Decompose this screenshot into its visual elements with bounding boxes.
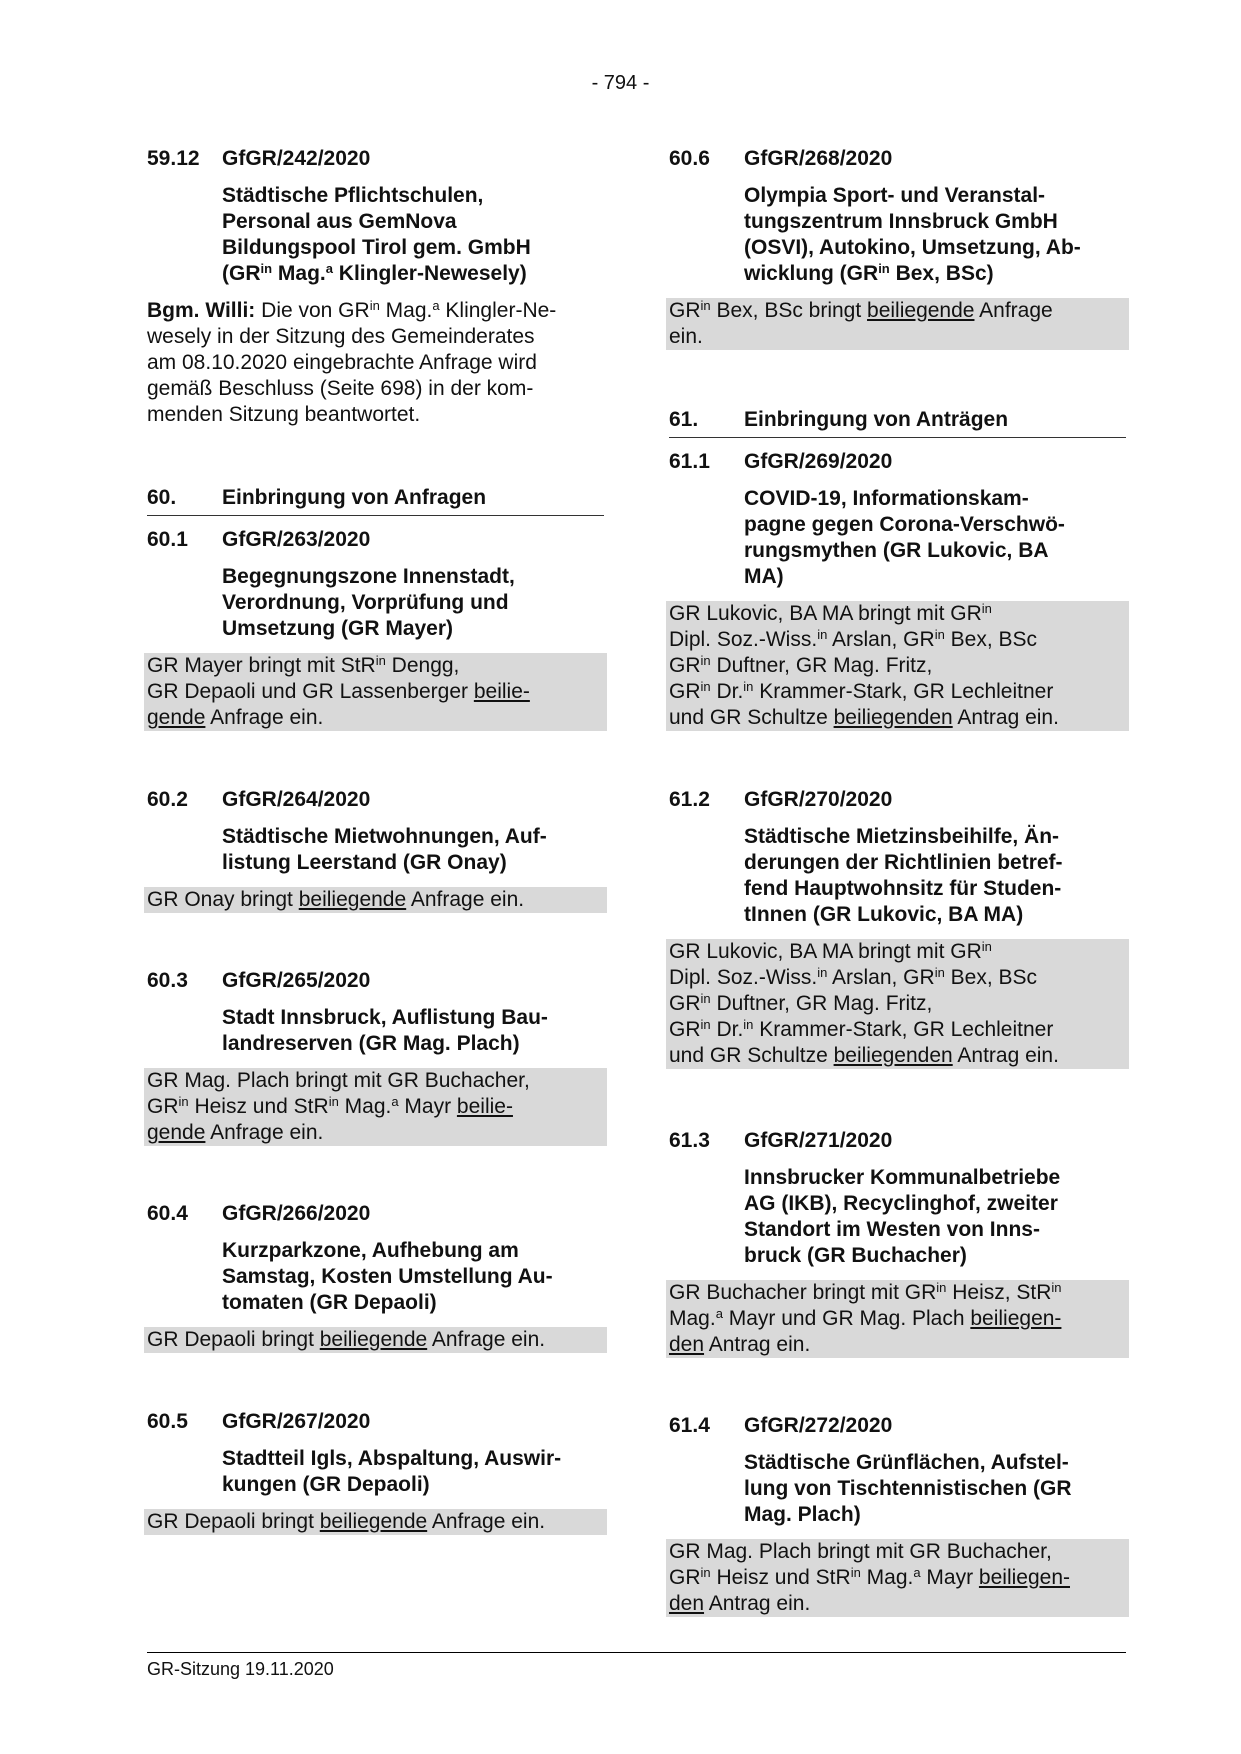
item-subject: COVID-19, Informationskam- pagne gegen Corona-Verschwö- rungsmythen (GR Lukovic, BA MA) bbox=[744, 487, 1065, 588]
footer-text: GR-Sitzung 19.11.2020 bbox=[147, 1659, 334, 1679]
attachment-link[interactable]: den bbox=[669, 1333, 705, 1356]
item-subject: Kurzparkzone, Aufhebung am Samstag, Kosten Umstellung Au- tomaten (GR Depaoli) bbox=[222, 1239, 553, 1314]
subject-line: Personal aus GemNova bbox=[222, 210, 457, 233]
attachment-link[interactable]: beiliegende bbox=[867, 299, 975, 322]
item-code: GfGR/242/2020 bbox=[222, 147, 371, 170]
subject-line: Bildungspool Tirol gem. GmbH bbox=[222, 236, 531, 259]
item-number: 60.5 bbox=[147, 1410, 188, 1433]
item-number: 61.1 bbox=[669, 450, 710, 473]
agenda-item-59-12 bbox=[147, 146, 604, 428]
attachment-link[interactable]: beiliegende bbox=[319, 1328, 428, 1351]
agenda-item-60-3 bbox=[147, 968, 604, 1146]
item-number: 60.3 bbox=[147, 969, 188, 992]
section-title: Einbringung von Anträgen bbox=[744, 408, 1009, 431]
item-body: GR Mag. Plach bringt mit GR Buchacher, $GR^{in}$ Heisz und StR$^{in}$ Mag.$^a$ Mayr beiliegen- den Antrag ein. bbox=[666, 1539, 1129, 1617]
attachment-link[interactable]: den bbox=[669, 1592, 705, 1615]
section-60-heading bbox=[147, 485, 604, 516]
item-code: GfGR/267/2020 bbox=[222, 1410, 371, 1433]
agenda-item-60-4 bbox=[147, 1201, 604, 1353]
item-code: GfGR/264/2020 bbox=[222, 788, 371, 811]
item-code: GfGR/266/2020 bbox=[222, 1202, 371, 1225]
agenda-item-60-5 bbox=[147, 1409, 604, 1535]
item-number: 59.12 bbox=[147, 147, 200, 170]
item-code: GfGR/268/2020 bbox=[744, 147, 893, 170]
attachment-link[interactable]: beiliegen- bbox=[978, 1566, 1070, 1589]
attachment-link[interactable]: beilie- bbox=[473, 680, 530, 703]
item-number: 61.2 bbox=[669, 788, 710, 811]
item-subject: Stadt Innsbruck, Auflistung Bau- landreserven (GR Mag. Plach) bbox=[222, 1006, 548, 1055]
item-body: GR Depaoli bringt beiliegende Anfrage ein. bbox=[144, 1327, 607, 1353]
section-number: 61. bbox=[669, 408, 699, 431]
item-statement: Bgm. Willi: Die von $GR^{in}$ Mag.$^a$ Klingler-Ne- wesely in der Sitzung des Gemeinderates am 08.10.2020 eingebrachte Anfrage wird gemäß Beschluss (Seite 698) in der kom- menden Sitzung beantwortet. bbox=[147, 298, 557, 426]
item-subject: Städtische Grünflächen, Aufstel- lung von Tischtennistischen (GR Mag. Plach) bbox=[744, 1451, 1072, 1526]
section-61-heading bbox=[669, 407, 1126, 438]
item-number: 60.1 bbox=[147, 528, 188, 551]
item-code: GfGR/270/2020 bbox=[744, 788, 893, 811]
attachment-link[interactable]: beilie- bbox=[456, 1095, 513, 1118]
item-subject: Begegnungszone Innenstadt, Verordnung, Vorprüfung und Umsetzung (GR Mayer) bbox=[222, 565, 515, 640]
item-body: GR Lukovic, BA MA bringt mit $GR^{in}$ Dipl. Soz.-Wiss.$^{in}$ Arslan, $GR^{in}$ Bex, BSc $GR^{in}$ Duftner, GR Mag. Fritz, $GR^{in}$ Dr.$^{in}$ Krammer-Stark, GR Lechleitner und GR Schultze beiliegenden Antrag ein. bbox=[666, 939, 1129, 1069]
page-number: - 794 - bbox=[591, 72, 650, 94]
attachment-link[interactable]: beiliegenden bbox=[833, 706, 953, 729]
item-subject: Städtische Mietwohnungen, Auf- listung Leerstand (GR Onay) bbox=[222, 825, 547, 874]
agenda-item-60-2 bbox=[147, 787, 604, 913]
item-subject: Stadtteil Igls, Abspaltung, Auswir- kungen (GR Depaoli) bbox=[222, 1447, 562, 1496]
item-body: $GR^{in}$ Bex, BSc bringt beiliegende Anfrage ein. bbox=[666, 298, 1129, 350]
attachment-link[interactable]: beiliegende bbox=[298, 888, 407, 911]
item-body: GR Lukovic, BA MA bringt mit $GR^{in}$ Dipl. Soz.-Wiss.$^{in}$ Arslan, $GR^{in}$ Bex, BSc $GR^{in}$ Duftner, GR Mag. Fritz, $GR^{in}$ Dr.$^{in}$ Krammer-Stark, GR Lechleitner und GR Schultze beiliegenden Antrag ein. bbox=[666, 601, 1129, 731]
item-heading bbox=[147, 146, 604, 172]
item-code: GfGR/265/2020 bbox=[222, 969, 371, 992]
item-subject bbox=[222, 183, 604, 287]
attachment-link[interactable]: gende bbox=[147, 1121, 206, 1144]
subject-line: Städtische Pflichtschulen, bbox=[222, 184, 484, 207]
item-body: GR Mag. Plach bringt mit GR Buchacher, $GR^{in}$ Heisz und StR$^{in}$ Mag.$^a$ Mayr beilie- gende Anfrage ein. bbox=[144, 1068, 607, 1146]
attachment-link[interactable]: beiliegen- bbox=[970, 1307, 1062, 1330]
agenda-item-60-6 bbox=[669, 146, 1126, 350]
item-code: GfGR/271/2020 bbox=[744, 1129, 893, 1152]
attachment-link[interactable]: gende bbox=[147, 706, 206, 729]
footer-divider bbox=[147, 1652, 1126, 1653]
item-body: GR Mayer bringt mit StR$^{in}$ Dengg, GR Depaoli und GR Lassenberger beilie- gende Anfrage ein. bbox=[144, 653, 607, 731]
item-body: GR Onay bringt beiliegende Anfrage ein. bbox=[144, 887, 607, 913]
item-code: GfGR/272/2020 bbox=[744, 1414, 893, 1437]
subject-line: ($GR^{in}$ Mag.$^a$ Klingler-Newesely) bbox=[222, 261, 527, 285]
item-body: GR Depaoli bringt beiliegende Anfrage ein. bbox=[144, 1509, 607, 1535]
item-number: 60.6 bbox=[669, 147, 710, 170]
item-subject: Innsbrucker Kommunalbetriebe AG (IKB), Recyclinghof, zweiter Standort im Westen von Inns- bruck (GR Buchacher) bbox=[744, 1166, 1061, 1267]
item-subject: Städtische Mietzinsbeihilfe, Än- derungen der Richtlinien betref- fend Hauptwohnsitz für Studen- tInnen (GR Lukovic, BA MA) bbox=[744, 825, 1063, 926]
item-number: 60.2 bbox=[147, 788, 188, 811]
attachment-link[interactable]: beiliegende bbox=[319, 1510, 428, 1533]
agenda-item-61-3 bbox=[669, 1128, 1126, 1358]
agenda-item-61-4 bbox=[669, 1413, 1126, 1617]
item-code: GfGR/263/2020 bbox=[222, 528, 371, 551]
section-number: 60. bbox=[147, 486, 177, 509]
agenda-item-61-2 bbox=[669, 787, 1126, 1069]
item-number: 61.3 bbox=[669, 1129, 710, 1152]
item-body: GR Buchacher bringt mit $GR^{in}$ Heisz, StR$^{in}$ Mag.$^a$ Mayr und GR Mag. Plach beiliegen- den Antrag ein. bbox=[666, 1280, 1129, 1358]
speaker-label: Bgm. Willi: bbox=[147, 299, 256, 322]
agenda-item-60-1 bbox=[147, 527, 604, 731]
item-subject: Olympia Sport- und Veranstal- tungszentrum Innsbruck GmbH (OSVI), Autokino, Umsetzung, Ab- wicklung ($GR^{in}$ Bex, BSc) bbox=[744, 184, 1081, 285]
item-number: 60.4 bbox=[147, 1202, 188, 1225]
agenda-item-61-1 bbox=[669, 449, 1126, 731]
item-number: 61.4 bbox=[669, 1414, 710, 1437]
section-title: Einbringung von Anfragen bbox=[222, 486, 487, 509]
item-code: GfGR/269/2020 bbox=[744, 450, 893, 473]
attachment-link[interactable]: beiliegenden bbox=[833, 1044, 953, 1067]
